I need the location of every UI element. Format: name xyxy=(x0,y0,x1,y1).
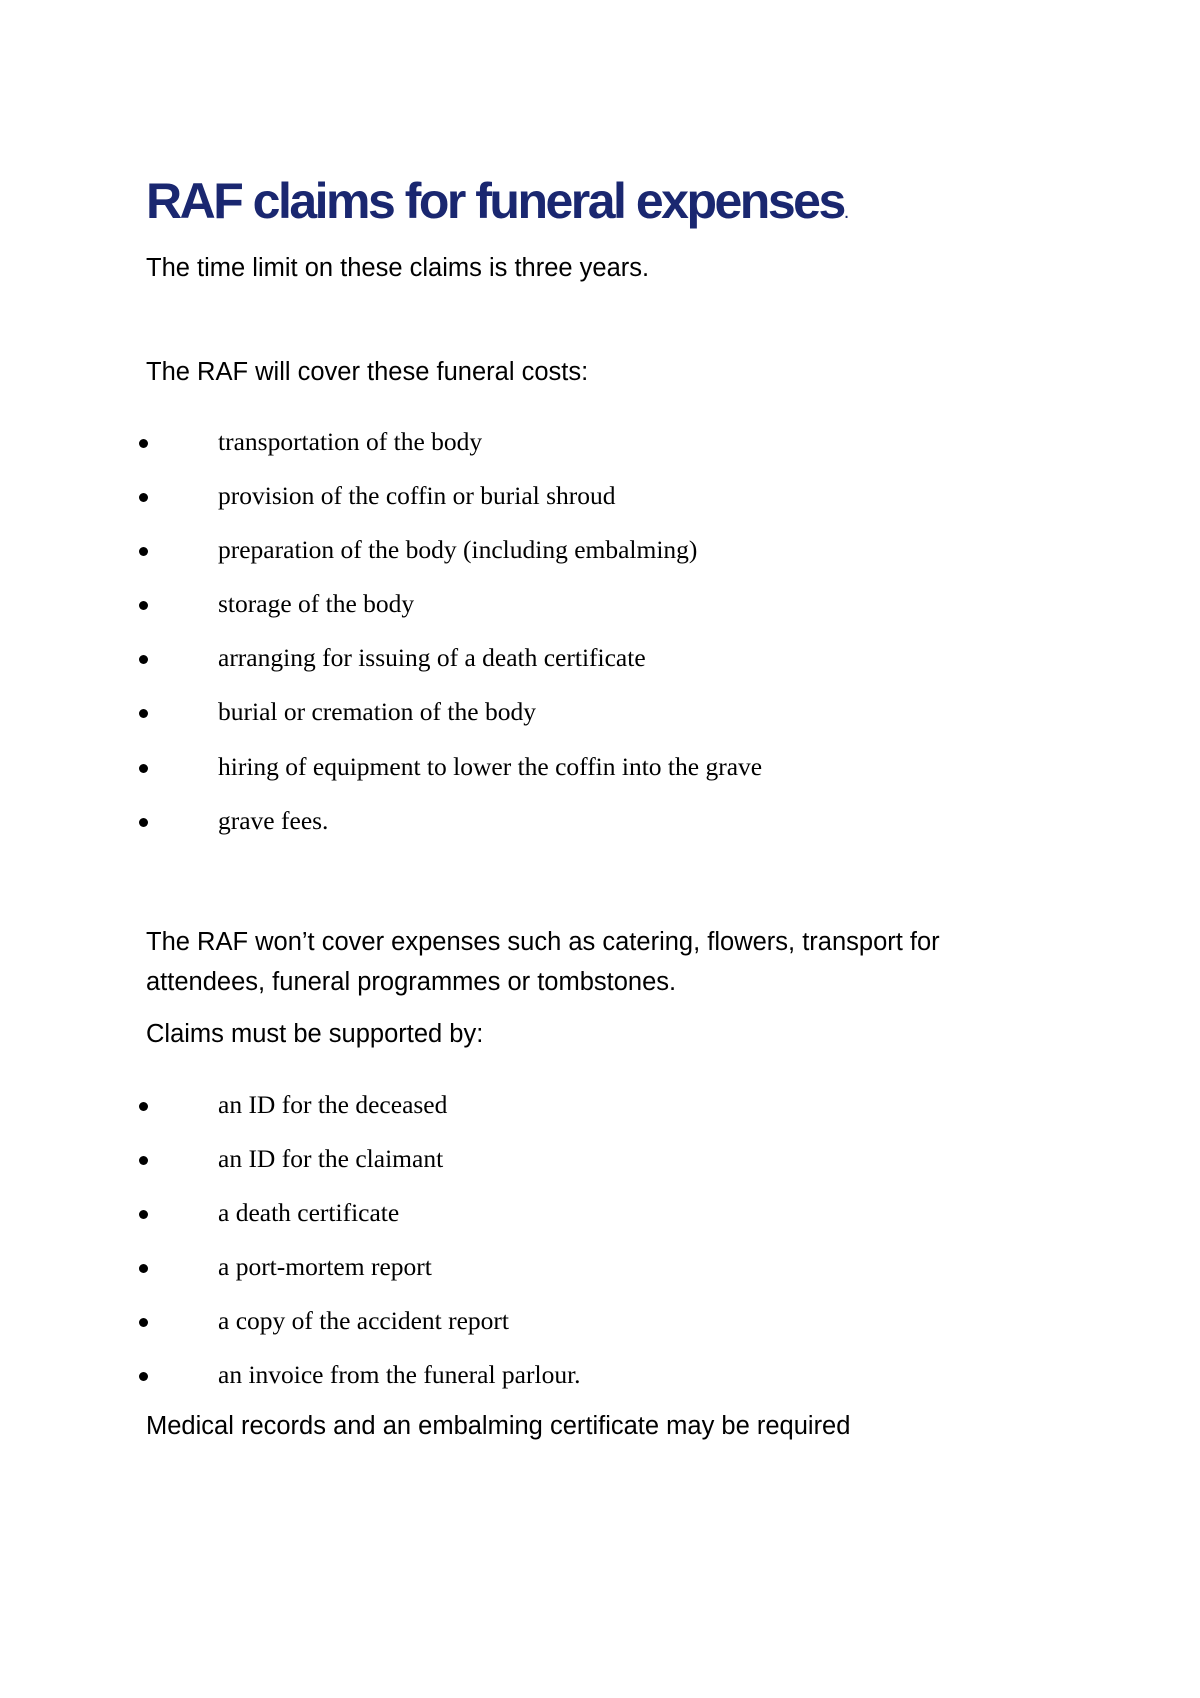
list-item xyxy=(0,584,1000,624)
list-item-text: preparation of the body (including embalming) xyxy=(218,535,698,564)
list-item-text: arranging for issuing of a death certificate xyxy=(218,643,646,672)
not-covered-text-line-2: attendees, funeral programmes or tombstones. xyxy=(146,968,677,996)
closing-note-text: Medical records and an embalming certificate may be required xyxy=(146,1412,851,1440)
list-item xyxy=(0,747,1000,787)
list-item xyxy=(0,692,1000,732)
list-item-text: transportation of the body xyxy=(218,427,483,456)
time-limit-text: The time limit on these claims is three years. xyxy=(146,254,650,282)
list-item-text: provision of the coffin or burial shroud xyxy=(218,481,616,510)
list-item-text: an ID for the claimant xyxy=(218,1144,444,1173)
list-item xyxy=(0,476,1000,516)
bullet-icon xyxy=(139,601,148,610)
title-text: RAF claims for funeral expenses xyxy=(146,173,844,229)
list-item-text: a death certificate xyxy=(218,1198,400,1227)
list-item xyxy=(0,1085,1000,1125)
bullet-icon xyxy=(139,655,148,664)
bullet-icon xyxy=(139,1156,148,1165)
bullet-icon xyxy=(139,709,148,718)
list-item xyxy=(0,638,1000,678)
bullet-icon xyxy=(139,1372,148,1381)
bullet-icon xyxy=(139,1102,148,1111)
list-item xyxy=(0,1247,1000,1287)
list-item xyxy=(0,530,1000,570)
list-item xyxy=(0,1193,1000,1233)
list-item-text: an invoice from the funeral parlour. xyxy=(218,1360,581,1389)
list-item xyxy=(0,1355,1000,1395)
bullet-icon xyxy=(139,1210,148,1219)
list-item xyxy=(0,1301,1000,1341)
bullet-icon xyxy=(139,547,148,556)
bullet-icon xyxy=(139,493,148,502)
list-item-text: burial or cremation of the body xyxy=(218,697,536,726)
list-item-text: an ID for the deceased xyxy=(218,1090,448,1119)
not-covered-text-line-1: The RAF won’t cover expenses such as catering, flowers, transport for xyxy=(146,928,940,956)
list-item-text: grave fees. xyxy=(218,806,329,835)
bullet-icon xyxy=(139,1318,148,1327)
bullet-icon xyxy=(139,764,148,773)
list-item xyxy=(0,801,1000,841)
list-item xyxy=(0,422,1000,462)
bullet-icon xyxy=(139,818,148,827)
list-item-text: storage of the body xyxy=(218,589,415,618)
bullet-icon xyxy=(139,439,148,448)
bullet-icon xyxy=(139,1264,148,1273)
list-item xyxy=(0,1139,1000,1179)
document-title xyxy=(146,173,850,229)
cover-intro-text: The RAF will cover these funeral costs: xyxy=(146,358,589,386)
support-intro-text: Claims must be supported by: xyxy=(146,1020,484,1048)
title-period: . xyxy=(843,201,850,223)
list-item-text: hiring of equipment to lower the coffin into the grave xyxy=(218,752,763,781)
list-item-text: a port-mortem report xyxy=(218,1252,432,1281)
list-item-text: a copy of the accident report xyxy=(218,1306,509,1335)
